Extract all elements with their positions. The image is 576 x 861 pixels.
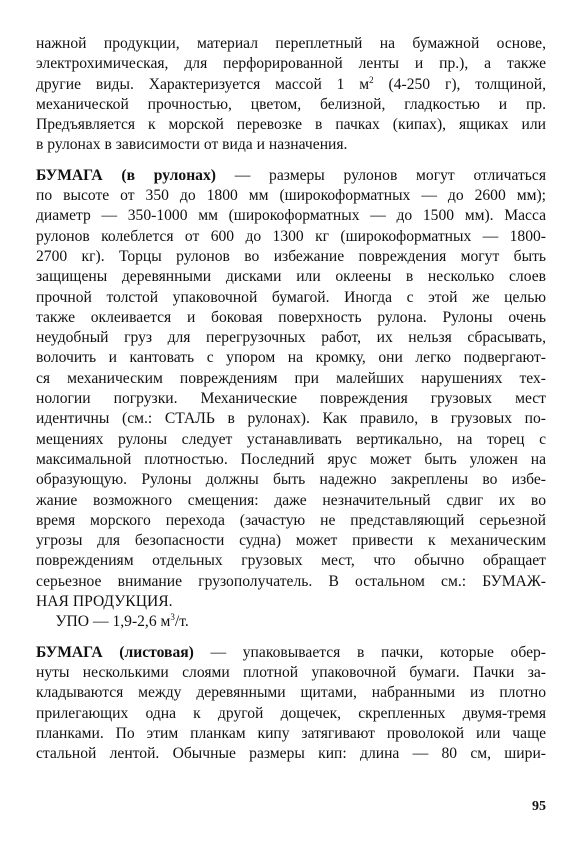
text-line: мещениях рулоны следует устанавливать вертикально, на торец с — [36, 430, 546, 448]
entry-paper-rolls — [36, 166, 546, 633]
text-fragment: /т. — [174, 613, 189, 631]
text-line: механической прочностью, цветом, белизной, гладкостью и пр. — [36, 95, 546, 113]
text-line — [36, 75, 546, 95]
text-line: по высоте от 350 до 1800 мм (широкоформатных — до 2600 мм); — [36, 187, 546, 205]
upo-text: УПО — 1,9-2,6 м — [55, 613, 171, 631]
superscript: 2 — [369, 74, 374, 85]
entry-paper-sheets — [36, 643, 546, 765]
text-line: 2700 кг). Торцы рулонов во избежание повреждения могут быть — [36, 247, 546, 265]
paragraph-continuation — [36, 34, 546, 156]
text-line: электрохимическая, для перфорированной ленты и пр.), а также — [36, 55, 546, 73]
text-line: рулонов колеблется от 600 до 1300 кг (широкоформатных — 1800- — [36, 227, 546, 245]
text-fragment: другие виды. Характеризуется массой 1 м — [36, 75, 370, 93]
superscript: 3 — [170, 612, 175, 623]
paragraph-gap — [36, 156, 546, 166]
document-page — [36, 34, 546, 814]
text-line: кладываются между деревянными щитами, набранными из плотно — [36, 684, 546, 702]
text-line: Предъявляется к морской перевозке в пачках (кипах), ящиках или — [36, 116, 546, 134]
text-line: нологии погрузки. Механические повреждения грузовых мест — [36, 390, 546, 408]
text-line: серьезное внимание грузополучатель. В остальном см.: БУМАЖ- — [36, 572, 546, 590]
text-line: ся механическим повреждениям при малейших нарушениях тех- — [36, 369, 546, 387]
text-line: планками. По этим планкам кипу затягивают проволокой или чаще — [36, 724, 546, 742]
text-line: диаметр — 350-1000 мм (широкоформатных — до 1500 мм). Масса — [36, 207, 546, 225]
text-line: образующую. Рулоны должны быть надежно закреплены во избе- — [36, 471, 546, 489]
text-line: нуты несколькими слоями плотной упаковочной бумаги. Пачки за- — [36, 663, 546, 681]
entry-term: БУМАГА (в рулонах) — [36, 166, 216, 184]
text-line: НАЯ ПРОДУКЦИЯ. — [36, 593, 173, 611]
text-line: волочить и кантовать с упором на кромку, они легко подвергают- — [36, 349, 546, 367]
text-line: повреждениям отдельных грузовых мест, что обычно обращает — [36, 552, 546, 570]
text-line: жание возможного смещения: даже незначительный сдвиг их во — [36, 491, 546, 509]
text-line: время морского перехода (зачастую не представляющий серьезной — [36, 511, 546, 529]
text-line: угрозы для безопасности судна) может привести к механическим — [36, 532, 546, 550]
text-line: прочной толстой упаковочной бумагой. Иногда с этой же целью — [36, 288, 546, 306]
text-line: максимальной плотностью. Последний ярус может быть уложен на — [36, 450, 546, 468]
text-line: неудобный груз для перегрузочных работ, их нельзя сбрасывать, — [36, 329, 546, 347]
text-fragment: — упаковывается в пачки, которые обер- — [193, 643, 546, 661]
text-line — [36, 166, 546, 186]
text-fragment: — размеры рулонов могут отличаться — [215, 166, 546, 184]
upo-line — [36, 612, 546, 632]
text-line: нажной продукции, материал переплетный на бумажной основе, — [36, 35, 546, 52]
paragraph-gap — [36, 633, 546, 643]
entry-term: БУМАГА (листовая) — [36, 643, 194, 661]
text-line: стальной лентой. Обычные размеры кип: длина — 80 см, шири- — [36, 745, 546, 763]
text-line: прилегающих одна к другой дощечек, скрепленных двумя-тремя — [36, 704, 546, 722]
text-line — [36, 643, 546, 663]
text-line: защищены деревянными дисками или оклеены в несколько слоев — [36, 268, 546, 286]
text-line: в рулонах в зависимости от вида и назначения. — [36, 136, 348, 154]
text-line: идентичны (см.: СТАЛЬ в рулонах). Как правило, в грузовых по- — [36, 410, 546, 428]
page-number: 95 — [532, 799, 546, 814]
text-fragment: (4-250 г), толщиной, — [373, 75, 546, 93]
text-line: также оклеивается и боковая поверхность рулона. Рулоны очень — [36, 308, 546, 326]
